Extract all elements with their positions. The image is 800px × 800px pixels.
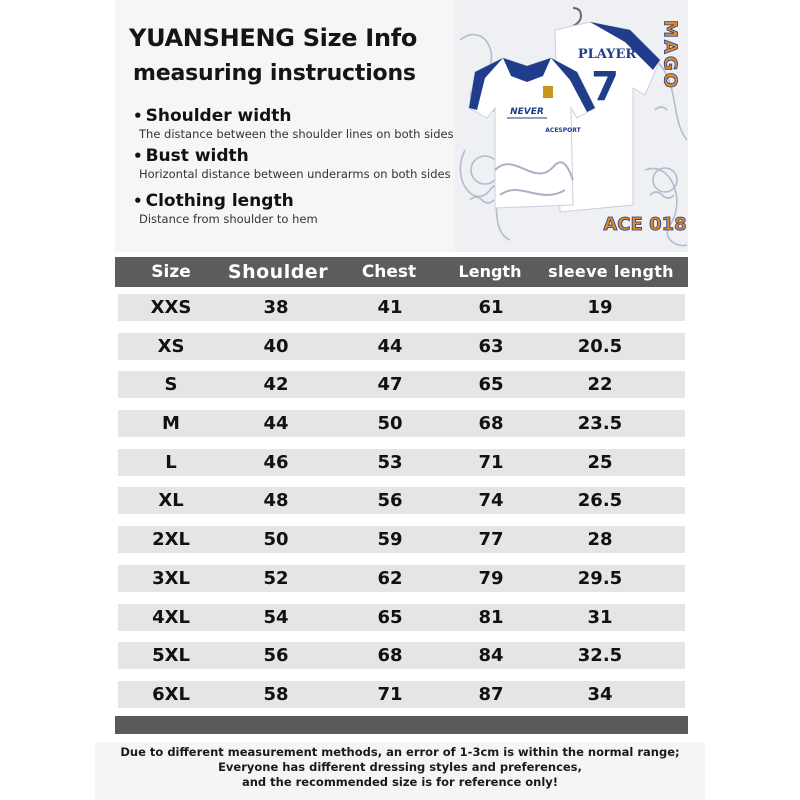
measurement-description: Distance from shoulder to hem xyxy=(139,212,318,226)
shoulder-cell: 54 xyxy=(263,606,289,628)
sleeve-length-cell: 28 xyxy=(587,529,613,551)
jersey-brand: NEVER xyxy=(510,107,544,117)
column-header-shoulder: Shoulder xyxy=(227,261,329,283)
chest-cell: 59 xyxy=(377,529,403,551)
sleeve-length-cell: 29.5 xyxy=(577,567,623,589)
note-line: Everyone has different dressing styles and preferences, xyxy=(218,760,582,774)
jersey-sub-brand: ACESPORT xyxy=(545,127,581,134)
chest-cell: 71 xyxy=(377,683,403,705)
jersey-product-image xyxy=(455,0,688,252)
shoulder-cell: 58 xyxy=(263,683,289,705)
chest-cell: 56 xyxy=(377,490,403,512)
table-row xyxy=(118,604,685,631)
table-row xyxy=(118,294,685,321)
page-title: YUANSHENG Size Info xyxy=(129,24,418,52)
chest-cell: 50 xyxy=(377,413,403,435)
table-row xyxy=(118,681,685,708)
length-cell: 81 xyxy=(478,606,504,628)
chest-cell: 44 xyxy=(377,335,403,357)
shoulder-cell: 40 xyxy=(263,335,289,357)
measurement-length xyxy=(133,191,318,226)
shoulder-cell: 46 xyxy=(263,451,289,473)
chest-cell: 53 xyxy=(377,451,403,473)
sleeve-length-cell: 25 xyxy=(587,451,613,473)
measurement-shoulder xyxy=(133,106,454,141)
table-row xyxy=(118,333,685,360)
size-cell: S xyxy=(164,374,178,396)
measurement-title: Bust width xyxy=(145,146,249,166)
size-cell: 4XL xyxy=(152,606,190,628)
jersey-player-label: PLAYER xyxy=(577,47,637,62)
length-cell: 68 xyxy=(478,413,504,435)
measurement-description: The distance between the shoulder lines on both sides xyxy=(139,127,454,141)
table-row xyxy=(118,565,685,592)
shoulder-cell: 56 xyxy=(263,645,289,667)
shoulder-cell: 44 xyxy=(263,413,289,435)
column-header-chest: Chest xyxy=(361,262,417,282)
table-row xyxy=(118,526,685,553)
measurement-bust xyxy=(133,146,451,181)
measurement-title: Clothing length xyxy=(145,191,294,211)
length-cell: 65 xyxy=(478,374,504,396)
length-cell: 63 xyxy=(478,335,504,357)
note-line: and the recommended size is for reference only! xyxy=(241,775,559,789)
shoulder-cell: 48 xyxy=(263,490,289,512)
table-row xyxy=(118,487,685,514)
length-cell: 84 xyxy=(478,645,504,667)
size-table-body xyxy=(118,294,685,720)
measurement-title: Shoulder width xyxy=(145,106,292,126)
table-row xyxy=(118,410,685,437)
column-header-size: Size xyxy=(151,262,191,282)
chest-cell: 47 xyxy=(377,374,403,396)
chest-cell: 65 xyxy=(377,606,403,628)
shoulder-cell: 50 xyxy=(263,529,289,551)
sleeve-length-cell: 32.5 xyxy=(577,645,623,667)
length-cell: 71 xyxy=(478,451,504,473)
note-line: Due to different measurement methods, an error of 1-3cm is within the normal range; xyxy=(120,745,680,759)
length-cell: 61 xyxy=(478,297,504,318)
page-subtitle: measuring instructions xyxy=(133,61,416,86)
table-row xyxy=(118,642,685,669)
bullet-icon: • xyxy=(133,147,143,165)
sleeve-length-cell: 19 xyxy=(587,297,613,318)
size-cell: XXS xyxy=(150,297,192,318)
size-table-header xyxy=(115,257,688,287)
sleeve-length-cell: 23.5 xyxy=(577,413,623,435)
bullet-icon: • xyxy=(133,192,143,210)
table-row xyxy=(118,449,685,476)
chest-cell: 62 xyxy=(377,567,403,589)
jersey-side-text: MAGO xyxy=(659,20,681,90)
sleeve-length-cell: 34 xyxy=(587,683,613,705)
column-header-length: Length xyxy=(458,262,522,281)
size-cell: 5XL xyxy=(152,645,190,667)
sleeve-length-cell: 26.5 xyxy=(577,490,623,512)
size-cell: XS xyxy=(157,335,185,357)
column-header-sleeve-length: sleeve length xyxy=(548,262,674,281)
length-cell: 77 xyxy=(478,529,504,551)
sleeve-length-cell: 31 xyxy=(587,606,613,628)
jersey-model: ACE 018 xyxy=(603,214,687,235)
table-row xyxy=(118,371,685,398)
measurement-description: Horizontal distance between underarms on both sides xyxy=(139,167,451,181)
size-info-header xyxy=(115,0,688,252)
size-cell: 2XL xyxy=(152,529,190,551)
shoulder-cell: 42 xyxy=(263,374,289,396)
length-cell: 87 xyxy=(478,683,504,705)
sleeve-length-cell: 22 xyxy=(587,374,613,396)
measurement-note xyxy=(95,742,705,800)
chest-cell: 68 xyxy=(377,645,403,667)
sleeve-length-cell: 20.5 xyxy=(577,335,623,357)
size-cell: 3XL xyxy=(152,567,190,589)
shoulder-cell: 38 xyxy=(263,297,289,318)
size-cell: M xyxy=(162,413,180,435)
table-footer-bar xyxy=(115,716,688,734)
bullet-icon: • xyxy=(133,107,143,125)
length-cell: 79 xyxy=(478,567,504,589)
shoulder-cell: 52 xyxy=(263,567,289,589)
size-cell: XL xyxy=(158,490,184,512)
jersey-number: 7 xyxy=(591,64,619,110)
chest-cell: 41 xyxy=(377,297,403,318)
size-cell: 6XL xyxy=(152,683,190,705)
length-cell: 74 xyxy=(478,490,504,512)
size-cell: L xyxy=(165,451,177,473)
